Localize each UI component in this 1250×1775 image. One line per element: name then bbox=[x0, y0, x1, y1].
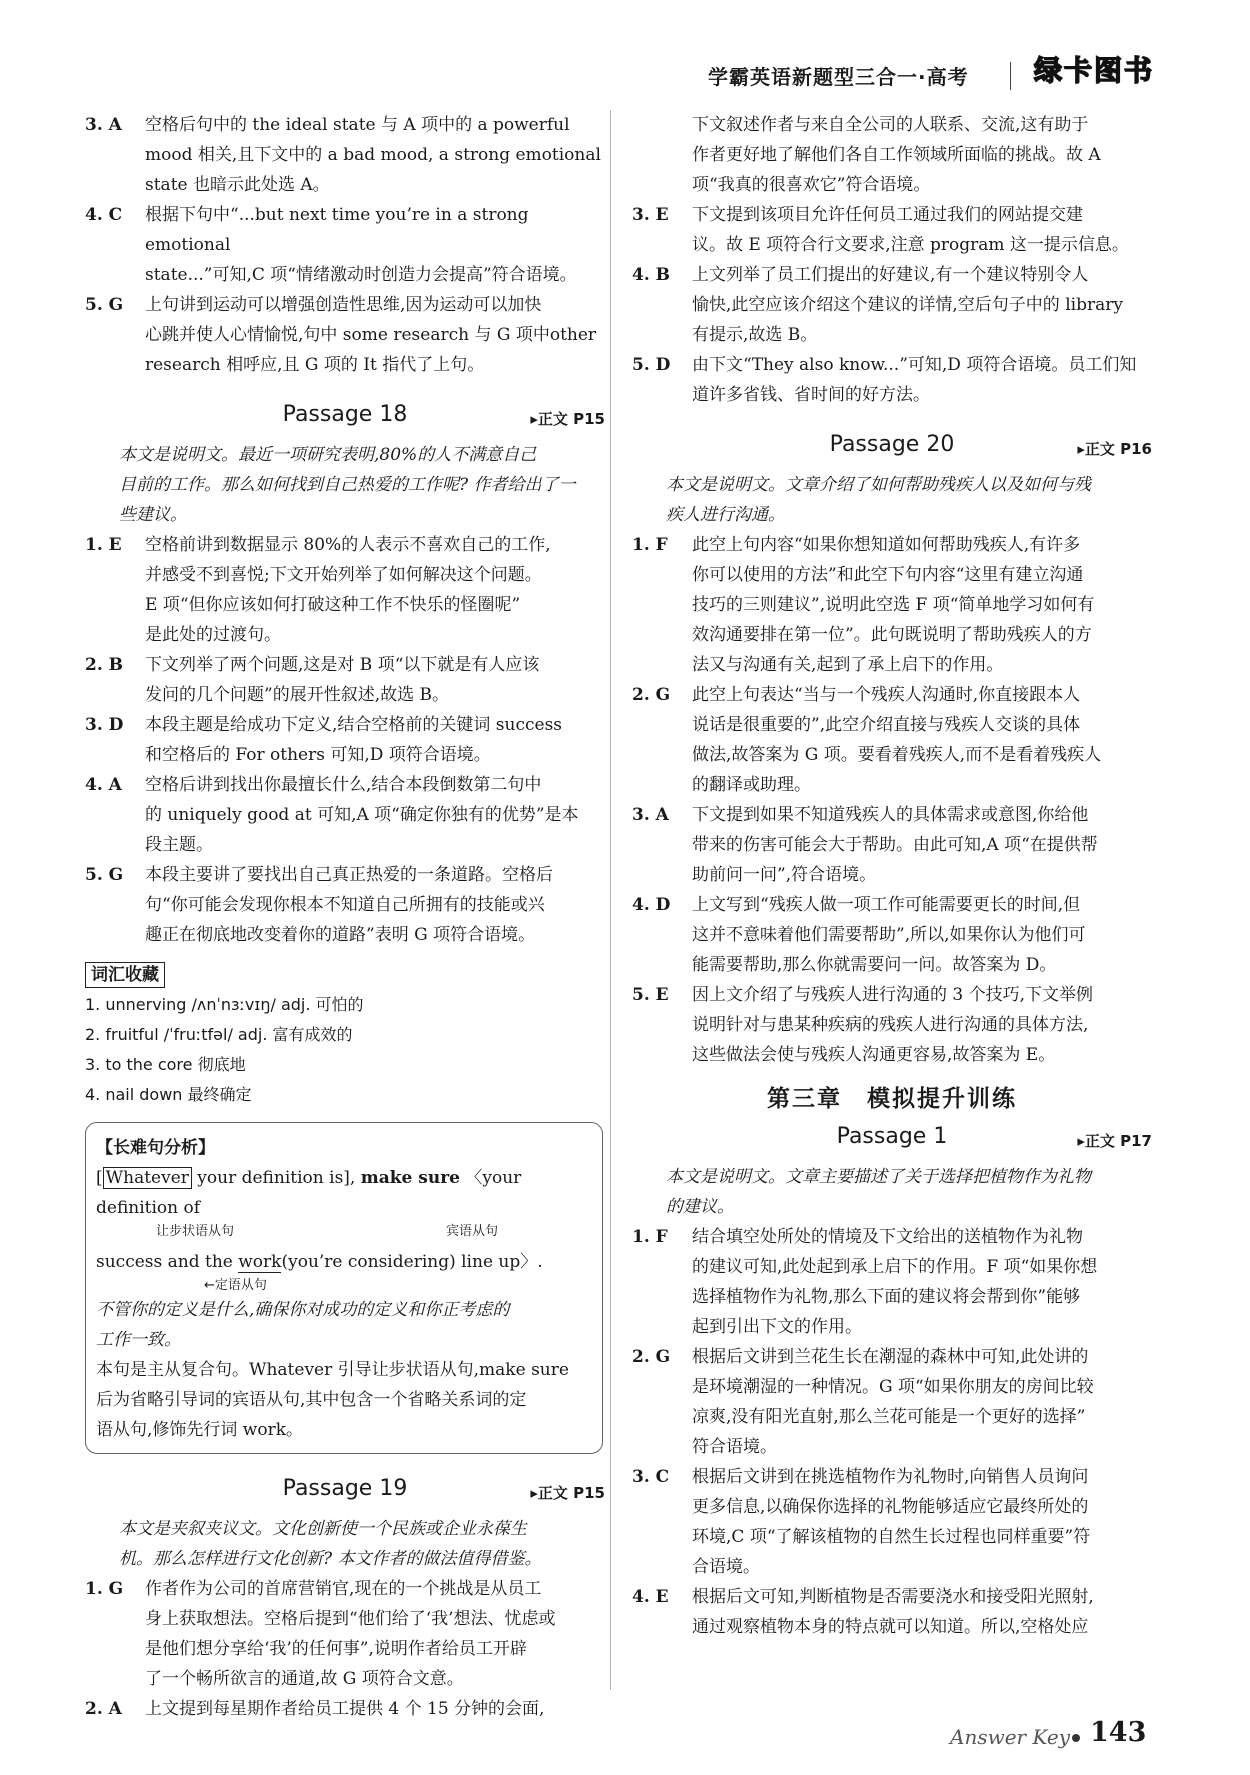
answer-item bbox=[632, 800, 1152, 890]
explanation-line: 的建议可知,此处起到承上启下的作用。F 项“如果你想 bbox=[692, 1257, 1098, 1277]
answer-explanation bbox=[692, 800, 1152, 890]
answer-item bbox=[85, 1694, 605, 1724]
page-footer bbox=[950, 1717, 1150, 1762]
explanation-line: 本段主要讲了要找出自己真正热爱的一条道路。空格后 bbox=[145, 865, 553, 885]
whatever-word: Whatever bbox=[103, 1167, 192, 1189]
sentence-diagram: [ Whatever your definition is], make sure 〈your definition of 让步状语从句 宾语从句 success and the work(you’re considering) line up〉. ←定语从句 bbox=[96, 1168, 543, 1293]
explanation-line: 有提示,故选 B。 bbox=[692, 325, 818, 345]
make-sure-phrase: make sure bbox=[360, 1168, 460, 1188]
explanation-line: 由下文“They also know...”可知,D 项符合语境。员工们知 bbox=[692, 355, 1137, 375]
answer-explanation bbox=[145, 1574, 605, 1694]
page-reference: ▸正文 P17 bbox=[1077, 1132, 1152, 1150]
explanation-line: 下文列举了两个问题,这是对 B 项“以下就是有人应该 bbox=[145, 655, 540, 675]
explanation-line: 上文提到每星期作者给员工提供 4 个 15 分钟的会面, bbox=[145, 1699, 545, 1719]
page-reference: ▸正文 P16 bbox=[1077, 440, 1152, 458]
explanation-line: 愉快,此空应该介绍这个建议的详情,空后句子中的 library bbox=[692, 295, 1123, 315]
answer-item bbox=[632, 980, 1152, 1070]
explanation-line: 身上获取想法。空格后提到“他们给了‘我’想法、忧虑或 bbox=[145, 1609, 556, 1629]
explanation-line: 发问的几个问题”的展开性叙述,故选 B。 bbox=[145, 685, 449, 705]
brand-logo: 绿卡图书 bbox=[1034, 54, 1155, 87]
vocab-item: 2. fruitful /ˈfruːtfəl/ adj. 富有成效的 bbox=[85, 1025, 353, 1044]
explanation-line: 了一个畅所欲言的通道,故 G 项符合文意。 bbox=[145, 1669, 464, 1689]
vocab-title: 词汇收藏 bbox=[85, 962, 165, 988]
page-header bbox=[0, 54, 1250, 100]
answer-item bbox=[85, 1574, 605, 1694]
answer-explanation bbox=[692, 680, 1152, 800]
answer-key-label: Answer Key bbox=[950, 1725, 1070, 1749]
summary-line: 疾人进行沟通。 bbox=[666, 505, 785, 525]
annotation-attributive: ←定语从句 bbox=[204, 1278, 267, 1293]
answer-item bbox=[632, 1222, 1152, 1342]
sentence-analysis-box bbox=[85, 1122, 603, 1454]
answer-explanation bbox=[692, 1582, 1152, 1642]
right-column bbox=[632, 110, 1152, 1642]
passage-18-answers bbox=[85, 530, 605, 950]
explanation-line: 趣正在彻底地改变着你的道路”表明 G 项符合语境。 bbox=[145, 925, 536, 945]
explanation-line: 根据下句中“...but next time you’re in a strong emotional bbox=[145, 205, 529, 255]
explanation-line: 因上文介绍了与残疾人进行沟通的 3 个技巧,下文举例 bbox=[692, 985, 1094, 1005]
answer-number: 3. A bbox=[85, 115, 122, 135]
explanation-line: 和空格后的 For others 可知,D 项符合语境。 bbox=[145, 745, 491, 765]
answer-number: 5. E bbox=[632, 985, 669, 1005]
explanation-line: 下文叙述作者与来自全公司的人联系、交流,这有助于 bbox=[692, 115, 1089, 135]
answer-explanation bbox=[692, 1342, 1152, 1462]
answer-item bbox=[632, 200, 1152, 260]
answer-item bbox=[632, 1582, 1152, 1642]
note-line: 后为省略引导词的宾语从句,其中包含一个省略关系词的定 bbox=[96, 1390, 527, 1410]
answer-item bbox=[632, 1342, 1152, 1462]
answer-item bbox=[85, 290, 605, 380]
passage-title: Passage 20 bbox=[829, 432, 955, 457]
answer-item bbox=[632, 530, 1152, 680]
answer-explanation bbox=[145, 290, 605, 380]
summary-line: 本文是说明文。文章介绍了如何帮助残疾人以及如何与残 bbox=[666, 475, 1091, 495]
annotation-concessive: 让步状语从句 bbox=[156, 1224, 235, 1239]
explanation-line: 下文提到该项目允许任何员工通过我们的网站提交建 bbox=[692, 205, 1083, 225]
answer-number: 4. E bbox=[632, 1587, 669, 1607]
explanation-line: research 相呼应,且 G 项的 It 指代了上句。 bbox=[145, 355, 485, 375]
translation-line: 工作一致。 bbox=[96, 1330, 181, 1350]
explanation-line: 符合语境。 bbox=[692, 1437, 777, 1457]
explanation-line: 做法,故答案为 G 项。要看着残疾人,而不是看着残疾人 bbox=[692, 745, 1102, 765]
passage-1-answers bbox=[632, 1222, 1152, 1642]
explanation-line: 结合填空处所处的情境及下文给出的送植物作为礼物 bbox=[692, 1227, 1083, 1247]
answer-explanation bbox=[145, 650, 605, 710]
answer-number: 2. A bbox=[85, 1699, 122, 1719]
clause-3: success and the bbox=[96, 1252, 239, 1272]
chapter-title: 第三章 模拟提升训练 bbox=[767, 1086, 1017, 1112]
explanation-line: 是此处的过渡句。 bbox=[145, 625, 281, 645]
analysis-title: 【长难句分析】 bbox=[96, 1138, 215, 1158]
page-number: 143 bbox=[1090, 1717, 1147, 1748]
passage-1-heading bbox=[632, 1120, 1152, 1162]
explanation-line: 上文写到“残疾人做一项工作可能需要更长的时间,但 bbox=[692, 895, 1081, 915]
passage-20-answers bbox=[632, 530, 1152, 1070]
answer-number: 4. B bbox=[632, 265, 671, 285]
vocab-item: 4. nail down 最终确定 bbox=[85, 1085, 252, 1104]
summary-line: 本文是说明文。最近一项研究表明,80%的人不满意自己 bbox=[119, 445, 537, 465]
answer-item bbox=[632, 350, 1152, 410]
passage-20-summary bbox=[632, 470, 1152, 530]
answer-explanation bbox=[692, 980, 1152, 1070]
answer-explanation bbox=[692, 260, 1152, 350]
answer-number: 2. G bbox=[632, 685, 671, 705]
explanation-line: 空格前讲到数据显示 80%的人表示不喜欢自己的工作, bbox=[145, 535, 551, 555]
answer-item bbox=[632, 890, 1152, 980]
analysis-translation bbox=[96, 1295, 592, 1355]
annotation-object-clause: 宾语从句 bbox=[446, 1224, 499, 1239]
answer-number: 3. A bbox=[632, 805, 669, 825]
summary-line: 本文是说明文。文章主要描述了关于选择把植物作为礼物 bbox=[666, 1167, 1091, 1187]
explanation-line: 带来的伤害可能会大于帮助。由此可知,A 项“在提供帮 bbox=[692, 835, 1098, 855]
explanation-line: state 也暗示此处选 A。 bbox=[145, 175, 330, 195]
explanation-line: 是他们想分享给‘我’的任何事”,说明作者给员工开辟 bbox=[145, 1639, 527, 1659]
left-column bbox=[85, 110, 605, 1724]
answer-number: 3. E bbox=[632, 205, 669, 225]
explanation-line: 是环境潮湿的一种情况。G 项“如果你朋友的房间比较 bbox=[692, 1377, 1094, 1397]
explanation-line: E 项“但你应该如何打破这种工作不快乐的怪圈呢” bbox=[145, 595, 521, 615]
answer-number: 1. G bbox=[85, 1579, 124, 1599]
answer-number: 4. A bbox=[85, 775, 122, 795]
answer-explanation bbox=[692, 890, 1152, 980]
answer-number: 4. D bbox=[632, 895, 671, 915]
explanation-line: 道许多省钱、省时间的好方法。 bbox=[692, 385, 930, 405]
summary-line: 些建议。 bbox=[119, 505, 187, 525]
explanation-line: 说明针对与患某种疾病的残疾人进行沟通的具体方法, bbox=[692, 1015, 1089, 1035]
clause-1: your definition is bbox=[191, 1168, 344, 1188]
continued-answer bbox=[632, 110, 1152, 200]
page-reference: ▸正文 P15 bbox=[530, 410, 605, 428]
answer-number: 3. C bbox=[632, 1467, 670, 1487]
answer-item bbox=[85, 770, 605, 860]
answers-passage-17-end bbox=[85, 110, 605, 380]
explanation-line: 你可以使用的方法”和此空下句内容“这里有建立沟通 bbox=[692, 565, 1084, 585]
answer-number: 5. G bbox=[85, 295, 124, 315]
explanation-line: 此空上句内容“如果你想知道如何帮助残疾人,有许多 bbox=[692, 535, 1081, 555]
explanation-line: state...”可知,C 项“情绪激动时创造力会提高”符合语境。 bbox=[145, 265, 577, 285]
vocab-item: 1. unnerving /ʌnˈnɜːvɪŋ/ adj. 可怕的 bbox=[85, 995, 364, 1014]
answer-number: 2. G bbox=[632, 1347, 671, 1367]
explanation-line: 更多信息,以确保你选择的礼物能够适应它最终所处的 bbox=[692, 1497, 1089, 1517]
answer-explanation bbox=[692, 200, 1152, 260]
explanation-line: 此空上句表达“当与一个残疾人沟通时,你直接跟本人 bbox=[692, 685, 1081, 705]
answer-number: 1. F bbox=[632, 1227, 668, 1247]
explanation-line: 能需要帮助,那么你就需要问一问。故答案为 D。 bbox=[692, 955, 1057, 975]
passage-18-summary bbox=[85, 440, 605, 530]
answer-explanation bbox=[145, 1694, 605, 1724]
answer-item bbox=[85, 710, 605, 770]
explanation-line: 根据后文可知,判断植物是否需要浇水和接受阳光照射, bbox=[692, 1587, 1094, 1607]
answer-item bbox=[85, 650, 605, 710]
explanation-line: 心跳并使人心情愉悦,句中 some research 与 G 项中other bbox=[145, 325, 597, 345]
explanation-line: 法又与沟通有关,起到了承上启下的作用。 bbox=[692, 655, 1004, 675]
answer-number: 1. F bbox=[632, 535, 668, 555]
answer-explanation bbox=[692, 1222, 1152, 1342]
footer-dot bbox=[1072, 1734, 1080, 1742]
answer-item bbox=[632, 260, 1152, 350]
explanation-line: 技巧的三则建议”,说明此空选 F 项“简单地学习如何有 bbox=[692, 595, 1095, 615]
explanation-line: 项“我真的很喜欢它”符合语境。 bbox=[692, 175, 931, 195]
summary-line: 本文是夹叙夹议文。文化创新使一个民族或企业永葆生 bbox=[119, 1519, 527, 1539]
passage-1-summary bbox=[632, 1162, 1152, 1222]
explanation-line: 助前问一问”,符合语境。 bbox=[692, 865, 877, 885]
note-line: 语从句,修饰先行词 work。 bbox=[96, 1420, 304, 1440]
passage-title: Passage 1 bbox=[836, 1124, 948, 1149]
explanation-line: 这些做法会使与残疾人沟通更容易,故答案为 E。 bbox=[692, 1045, 1056, 1065]
explanation-line: 段主题。 bbox=[145, 835, 213, 855]
explanation-line: 本段主题是给成功下定义,结合空格前的关键词 success bbox=[145, 715, 563, 735]
answer-number: 5. D bbox=[632, 355, 671, 375]
explanation-line: 这并不意味着他们需要帮助”,所以,如果你认为他们可 bbox=[692, 925, 1086, 945]
answer-explanation bbox=[692, 350, 1152, 410]
answer-item bbox=[632, 680, 1152, 800]
explanation-line: 上句讲到运动可以增强创造性思维,因为运动可以加快 bbox=[145, 295, 542, 315]
answer-number: 1. E bbox=[85, 535, 122, 555]
passage-title: Passage 18 bbox=[282, 402, 408, 427]
passage-19-heading bbox=[85, 1466, 605, 1514]
page-reference: ▸正文 P15 bbox=[530, 1484, 605, 1502]
passage-19-answers-end bbox=[632, 200, 1152, 410]
answer-explanation bbox=[692, 530, 1152, 680]
summary-line: 机。那么怎样进行文化创新? 本文作者的做法值得借鉴。 bbox=[119, 1549, 542, 1569]
answer-explanation bbox=[145, 110, 605, 200]
answer-item bbox=[632, 1462, 1152, 1582]
summary-line: 的建议。 bbox=[666, 1197, 734, 1217]
vocab-item: 3. to the core 彻底地 bbox=[85, 1055, 246, 1074]
note-line: 本句是主从复合句。Whatever 引导让步状语从句,make sure bbox=[96, 1360, 569, 1380]
answer-explanation bbox=[145, 710, 605, 770]
explanation-line: 效沟通要排在第一位”。此句既说明了帮助残疾人的方 bbox=[692, 625, 1092, 645]
header-separator bbox=[1010, 62, 1011, 90]
summary-line: 目前的工作。那么如何找到自己热爱的工作呢? 作者给出了一 bbox=[119, 475, 576, 495]
answer-number: 2. B bbox=[85, 655, 124, 675]
answer-item bbox=[85, 200, 605, 290]
explanation-line: mood 相关,且下文中的 a bad mood, a strong emotional bbox=[145, 145, 601, 165]
explanation-line: 并感受不到喜悦;下文开始列举了如何解决这个问题。 bbox=[145, 565, 542, 585]
passage-18-heading bbox=[85, 392, 605, 440]
answer-explanation bbox=[145, 860, 605, 950]
explanation-line: 合语境。 bbox=[692, 1557, 760, 1577]
explanation-line: 说话是很重要的”,此空介绍直接与残疾人交谈的具体 bbox=[692, 715, 1081, 735]
answer-explanation bbox=[145, 200, 605, 290]
translation-line: 不管你的定义是什么,确保你对成功的定义和你正考虑的 bbox=[96, 1300, 510, 1320]
explanation-line: 根据后文讲到兰花生长在潮湿的森林中可知,此处讲的 bbox=[692, 1347, 1089, 1367]
explanation-line: 的翻译或助理。 bbox=[692, 775, 811, 795]
answer-number: 3. D bbox=[85, 715, 124, 735]
work-word: work bbox=[238, 1252, 282, 1272]
answer-item bbox=[85, 860, 605, 950]
answer-number: 5. G bbox=[85, 865, 124, 885]
explanation-line: 句“你可能会发现你根本不知道自己所拥有的技能或兴 bbox=[145, 895, 545, 915]
answer-explanation bbox=[145, 530, 605, 650]
explanation-line: 作者作为公司的首席营销官,现在的一个挑战是从员工 bbox=[145, 1579, 542, 1599]
answer-item bbox=[85, 110, 605, 200]
explanation-line: 上文列举了员工们提出的好建议,有一个建议特别令人 bbox=[692, 265, 1089, 285]
answer-item bbox=[85, 530, 605, 650]
answer-number: 4. C bbox=[85, 205, 123, 225]
explanation-line: 作者更好地了解他们各自工作领域所面临的挑战。故 A bbox=[692, 145, 1101, 165]
explanation-line: 选择植物作为礼物,那么下面的建议将会帮到你”能够 bbox=[692, 1287, 1081, 1307]
answer-explanation bbox=[145, 770, 605, 860]
column-divider bbox=[610, 110, 611, 1690]
explanation-line: 空格后句中的 the ideal state 与 A 项中的 a powerful bbox=[145, 115, 570, 135]
explanation-line: 空格后讲到找出你最擅长什么,结合本段倒数第二句中 bbox=[145, 775, 542, 795]
clause-4: (you’re considering) line up〉. bbox=[281, 1252, 543, 1272]
explanation-line: 环境,C 项“了解该植物的自然生长过程也同样重要”符 bbox=[692, 1527, 1091, 1547]
vocab-list bbox=[85, 990, 605, 1110]
passage-19-answers bbox=[85, 1574, 605, 1724]
explanation-line: 凉爽,没有阳光直射,那么兰花可能是一个更好的选择” bbox=[692, 1407, 1086, 1427]
series-title: 学霸英语新题型三合一·高考 bbox=[708, 65, 969, 89]
explanation-line: 的 uniquely good at 可知,A 项“确定你独有的优势”是本 bbox=[145, 805, 579, 825]
explanation-line: 议。故 E 项符合行文要求,注意 program 这一提示信息。 bbox=[692, 235, 1129, 255]
analysis-note bbox=[96, 1355, 592, 1445]
clause-2: 〈your definition of bbox=[96, 1168, 522, 1218]
explanation-line: 起到引出下文的作用。 bbox=[692, 1317, 862, 1337]
passage-title: Passage 19 bbox=[282, 1476, 408, 1501]
passage-19-summary bbox=[85, 1514, 605, 1574]
explanation-line: 根据后文讲到在挑选植物作为礼物时,向销售人员询问 bbox=[692, 1467, 1089, 1487]
explanation-line: 下文提到如果不知道残疾人的具体需求或意图,你给他 bbox=[692, 805, 1089, 825]
explanation-line: 通过观察植物本身的特点就可以知道。所以,空格处应 bbox=[692, 1617, 1089, 1637]
answer-explanation bbox=[692, 1462, 1152, 1582]
passage-20-heading bbox=[632, 422, 1152, 470]
